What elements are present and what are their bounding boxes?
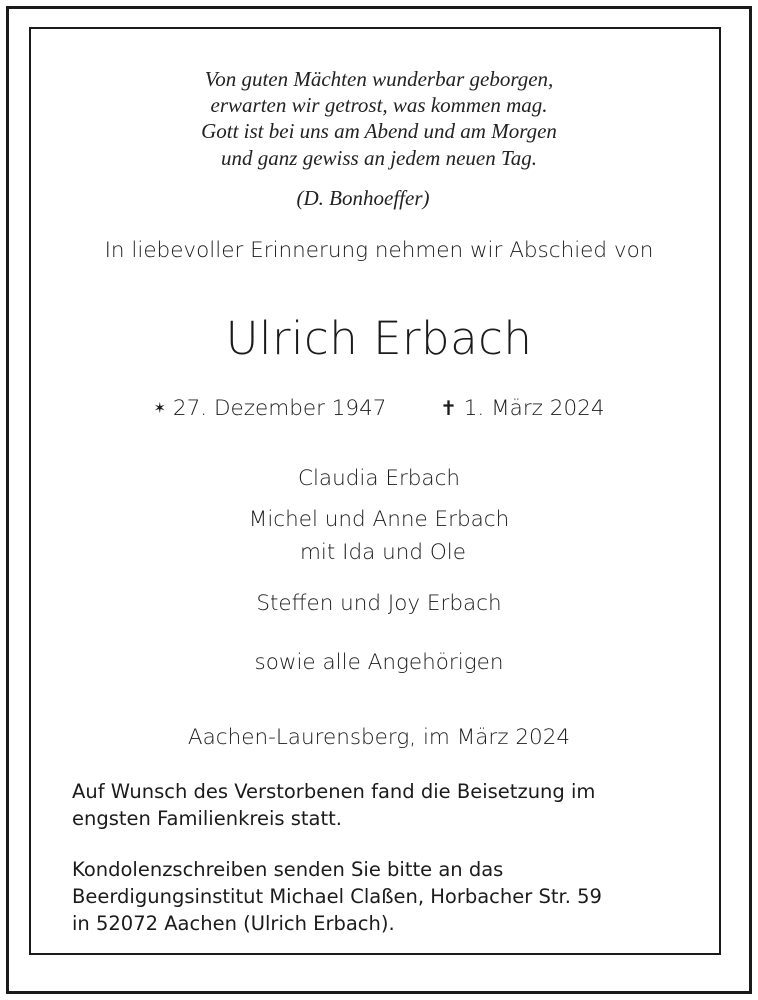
deceased-name: Ulrich Erbach <box>225 312 533 365</box>
poem-author: (D. Bonhoeffer) <box>296 186 430 210</box>
death-date: 1. März 2024 <box>463 396 605 421</box>
notice-condolence-line-1: Kondolenzschreiben senden Sie bitte an das <box>72 858 504 881</box>
poem-line-3: Gott ist bei uns am Abend und am Morgen <box>201 119 557 143</box>
mourner-2-children: mit Ida und Ole <box>299 540 467 565</box>
notice-burial-line-2: engsten Familienkreis statt. <box>72 807 342 830</box>
notice-condolence-line-3: in 52072 Aachen (Ulrich Erbach). <box>72 912 395 935</box>
mourner-3: Steffen und Joy Erbach <box>256 591 502 616</box>
poem-line-1: Von guten Mächten wunderbar geborgen, <box>204 67 554 91</box>
life-dates <box>0 396 758 421</box>
birth-date: 27. Dezember 1947 <box>172 396 387 421</box>
poem-line-4: und ganz gewiss an jedem neuen Tag. <box>221 146 537 170</box>
place-date: Aachen-Laurensberg, im März 2024 <box>187 725 571 750</box>
mourner-1: Claudia Erbach <box>297 466 461 491</box>
poem-line-2: erwarten wir getrost, was kommen mag. <box>210 93 548 117</box>
intro-text: In liebevoller Erinnerung nehmen wir Abschied von <box>104 238 654 263</box>
death-cross-icon: ✝ <box>440 396 457 420</box>
mourner-2: Michel und Anne Erbach <box>248 507 510 532</box>
notice-condolence-line-2: Beerdigungsinstitut Michael Claßen, Horbacher Str. 59 <box>72 885 602 908</box>
birth-star-icon: ✶ <box>153 399 167 417</box>
notice-condolence <box>72 856 602 937</box>
mourner-relatives: sowie alle Angehörigen <box>254 650 504 675</box>
notice-burial-line-1: Auf Wunsch des Verstorbenen fand die Beisetzung im <box>72 780 596 803</box>
notice-burial <box>72 778 595 832</box>
